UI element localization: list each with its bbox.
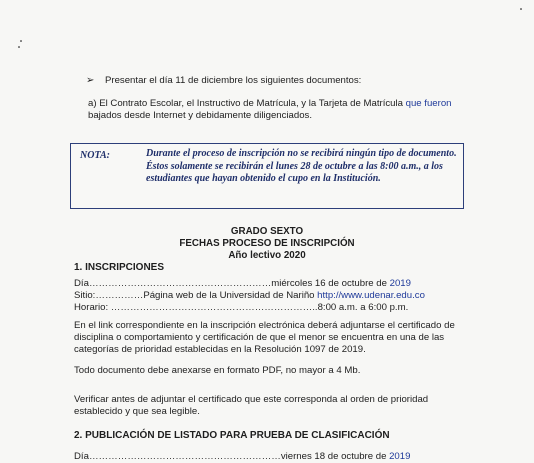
- intro-line: Presentar el día 11 de diciembre los siguientes documentos:: [105, 75, 362, 86]
- title-grado: GRADO SEXTO: [230, 226, 304, 237]
- scan-speck: [18, 46, 20, 48]
- dia-label: Día: [74, 278, 89, 289]
- dia-value: viernes 18 de octubre de: [280, 451, 390, 462]
- title-ano: Año lectivo 2020: [228, 250, 306, 261]
- sitio-value: Página web de la Universidad de Nariño: [143, 290, 318, 301]
- section1-para1: En el link correspondiente en la inscripción electrónica deberá adjuntarse el certificado de disciplina o comportamiento y certificación de que el menor se encuentra en una de las categorías de prioridad establecidas en la Resolución 1097 de 2019.: [74, 320, 455, 356]
- scan-speck: [20, 40, 22, 42]
- dia-label: Día: [74, 451, 89, 462]
- title-fechas: FECHAS PROCESO DE INSCRIPCIÓN: [179, 238, 355, 249]
- section1-dia-row: [74, 278, 411, 290]
- horario-label: Horario:: [74, 302, 109, 313]
- nota-label: NOTA:: [80, 150, 110, 161]
- section1-heading: 1. INSCRIPCIONES: [74, 262, 165, 273]
- section1-para2: Todo documento debe anexarse en formato PDF, no mayor a 4 Mb.: [74, 365, 361, 376]
- item-a-line1: [88, 98, 452, 110]
- dia-dots: …………………………………………………: [88, 278, 272, 289]
- section1-para3: Verificar antes de adjuntar el certificado que este corresponda al orden de prioridad establecido y que sea legible.: [74, 394, 429, 418]
- dia-value: miércoles 16 de octubre de: [271, 278, 390, 289]
- sitio-url: http://www.udenar.edu.co: [317, 290, 425, 301]
- horario-value: 8:00 a.m. a 6:00 p.m.: [317, 302, 409, 313]
- scan-speck: [520, 8, 522, 10]
- nota-text: Durante el proceso de inscripción no se recibirá ningún tipo de documento. Éstos solamente se recibirán el lunes 28 de octubre a las 8:00 a.m., a los estudiantes que hayan obtenido el cupo en la Institución.: [146, 148, 457, 184]
- section2-heading: 2. PUBLICACIÓN DE LISTADO PARA PRUEBA DE CLASIFICACIÓN: [74, 430, 390, 441]
- dia-year: 2019: [389, 451, 411, 462]
- item-a-blue-text: que fueron: [405, 98, 452, 109]
- bullet-arrow-icon: ➢: [86, 75, 95, 86]
- item-a-line2: bajados desde Internet y debidamente diligenciados.: [88, 110, 313, 121]
- sitio-dots: ……………: [95, 290, 144, 301]
- section1-horario-row: [74, 302, 408, 314]
- item-a-text: a) El Contrato Escolar, el Instructivo de Matrícula, y la Tarjeta de Matrícula: [88, 98, 406, 109]
- horario-dots: ………………………………………………………..: [108, 302, 318, 313]
- section1-sitio-row: [74, 290, 425, 302]
- section2-dia-row: [74, 451, 410, 463]
- dia-dots: ……………………………………………………: [88, 451, 281, 462]
- sitio-label: Sitio:: [74, 290, 96, 301]
- dia-year: 2019: [389, 278, 411, 289]
